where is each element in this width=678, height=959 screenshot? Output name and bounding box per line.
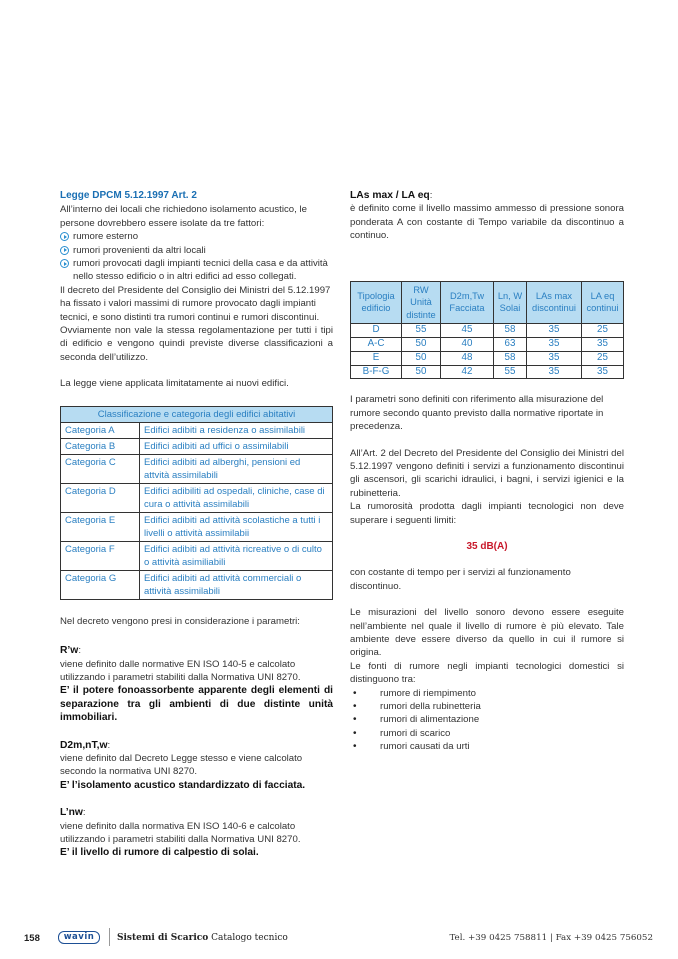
param-bold: E’ il potere fonoassorbente apparente degli elementi di separazione tra gli ambienti di due distinte unità immobiliari. bbox=[60, 685, 333, 724]
contact-info: Tel. +39 0425 758811 | Fax +39 0425 756052 bbox=[449, 933, 653, 943]
page-number: 158 bbox=[24, 933, 40, 944]
list-item: • rumori della rubinetteria bbox=[350, 700, 624, 713]
param-bold: E’ l’isolamento acustico standardizzato di facciata. bbox=[60, 779, 306, 791]
bullet-icon bbox=[350, 713, 380, 726]
bullet-icon bbox=[350, 687, 380, 700]
param-lnw: L’nw: viene definito dalla normativa EN ISO 140-6 e calcolato utilizzando i parametri stabiliti dalla Normativa UNI 8270. E’ il livello di rumore di calpestio di solai. bbox=[60, 806, 333, 860]
wavin-logo-icon: wavin bbox=[58, 931, 100, 944]
table-row: A-C 50 40 63 35 35 bbox=[351, 337, 624, 351]
bullet-icon bbox=[350, 727, 380, 740]
list-item: • rumori causati da urti bbox=[350, 740, 624, 753]
classification-table-header: Classificazione e categoria degli edifici abitativi bbox=[61, 406, 333, 422]
measure-paragraph: Le misurazioni del livello sonoro devono essere eseguite nell’ambiente nel quale il livello di rumore è più elevato. Tale ambiente deve essere diverso da quello in cui il rumore si origina. bbox=[350, 607, 624, 659]
law-title: Legge DPCM 5.12.1997 Art. 2 bbox=[60, 190, 197, 201]
table-row: B-F-G 50 42 55 35 35 bbox=[351, 365, 624, 379]
bullet-icon bbox=[350, 700, 380, 713]
factor-item: rumori provocati dagli impianti tecnici della casa e da attività bbox=[60, 257, 333, 270]
list-item: • rumori di alimentazione bbox=[350, 713, 624, 726]
list-item: • rumori di scarico bbox=[350, 727, 624, 740]
limits-table-header: Tipologia edificio RW Unità distinte D2m,Tw Facciata Ln, W Solai LAs max discontinui LA eq continui bbox=[351, 281, 624, 324]
limits-table bbox=[350, 281, 624, 380]
sources-paragraph: Le fonti di rumore negli impianti tecnologici domestici si distinguono tra: bbox=[350, 660, 624, 686]
params-intro: Nel decreto vengono presi in considerazione i parametri: bbox=[60, 615, 300, 627]
factor-item: rumori provenienti da altri locali bbox=[60, 244, 333, 257]
circle-play-bullet-icon bbox=[60, 232, 69, 241]
sources-list bbox=[350, 687, 624, 754]
param-name: D2m,nT,w bbox=[60, 739, 108, 751]
circle-play-bullet-icon bbox=[60, 259, 69, 268]
param-text: viene definito dalle normative EN ISO 140-5 e calcolato utilizzando i parametri stabiliti dalla Normativa UNI 8270. bbox=[60, 658, 301, 683]
las-title: LAs max / LA eq bbox=[350, 190, 430, 201]
constant-paragraph: con costante di tempo per i servizi al funzionamento discontinuo. bbox=[350, 567, 571, 592]
param-name: L’nw bbox=[60, 807, 83, 819]
right-column: LAs max / LA eq: è definito come il livello massimo ammesso di pressione sonora ponderata A con costante di Tempo variabile da discontinuo a continuo. Tipologia edificio RW Unità distinte D2m,Tw Facciata Ln, W Solai LAs max discontinui LA eq continui D 55 45 58 35 25 A-C 50 40 63 35 35 E 50 48 58 35 25 B-F-G 50 42 55 35 35 I parametri sono definiti con riferimento alla misurazione del rumore secondo quanto previsto dalla normative riportate in precedenza. All’Art. 2 del Decreto del Presidente del Consiglio dei Ministri del 5.12.1997 vengono definiti i servizi a funzionamento discontinui gli ascensori, gli scarichi idraulici, i bagni, i servizi igienici e la rubinetteria. La rumorosità prodotta dagli impianti tecnologici non deve superare i seguenti limiti: 35 dB(A) con costante di tempo per i servizi al funzionamento discontinuo. Le misurazioni del livello sonoro devono essere eseguite nell’ambiente nel quale il livello di rumore è più elevato. Tale ambiente deve essere diverso da quello in cui il rumore si origina. Le fonti di rumore negli impianti tecnologici domestici si distinguono tra: • rumore di riempimento • rumori della rubinetteria • rumori di alimentazione • rumori di scarico • rumori causati da urti bbox=[350, 189, 624, 754]
decree-paragraph: Il decreto del Presidente del Consiglio dei Ministri del 5.12.1997 ha fissato i valori massimi di rumore provocato dagli impianti tecnici, e sono distinti tra rumori continui e rumori discontinui. bbox=[60, 284, 331, 323]
param-d2m: D2m,nT,w: viene definito dal Decreto Legge stesso e viene calcolato secondo la normativa UNI 8270. E’ l’isolamento acustico standardizzato di facciata. bbox=[60, 739, 333, 793]
table-row: D 55 45 58 35 25 bbox=[351, 324, 624, 338]
list-item: • rumore di riempimento bbox=[350, 687, 624, 700]
classification-table bbox=[60, 406, 333, 600]
bullet-icon bbox=[350, 740, 380, 753]
param-bold: E’ il livello di rumore di calpestio di solai. bbox=[60, 847, 259, 859]
param-text: viene definito dalla normativa EN ISO 140-6 e calcolato utilizzando i parametri stabiliti dalla Normativa UNI 8270. bbox=[60, 820, 301, 845]
catalog-title: Sistemi di Scarico Catalogo tecnico bbox=[117, 933, 288, 943]
table-row: Categoria E Edifici adibiti ad attività scolastiche a tutti i livelli o attività assimilabii bbox=[61, 512, 333, 541]
page-footer bbox=[0, 930, 678, 946]
param-name: R’w bbox=[60, 645, 79, 657]
param-text: viene definito dal Decreto Legge stesso e viene calcolato secondo la normativa UNI 8270. bbox=[60, 752, 303, 778]
las-definition: è definito come il livello massimo ammesso di pressione sonora ponderata A con costante di Tempo variabile da discontinuo a continuo. bbox=[350, 203, 624, 242]
table-row: Categoria F Edifici adibiti ad attività ricreative o di culto o attività asimiliabili bbox=[61, 541, 333, 570]
circle-play-bullet-icon bbox=[60, 246, 69, 255]
left-column bbox=[60, 189, 333, 860]
art2-paragraph: All’Art. 2 del Decreto del Presidente del Consiglio dei Ministri del 5.12.1997 vengono definiti i servizi a funzionamento discontinui gli ascensori, gli scarichi idraulici, i bagni, i servizi igienici e la rubinetteria. bbox=[350, 447, 624, 499]
table-row: Categoria G Edifici adibiti ad attività commerciali o attività assimilabili bbox=[61, 570, 333, 599]
limit-value: 35 dB(A) bbox=[466, 540, 508, 552]
params-paragraph: I parametri sono definiti con riferimento alla misurazione del rumore secondo quanto previsto dalla normative riportate in precedenza. bbox=[350, 394, 604, 433]
footer-divider bbox=[109, 928, 110, 946]
table-row: E 50 48 58 35 25 bbox=[351, 351, 624, 365]
table-row: Categoria A Edifici adibiti a residenza o assimilabili bbox=[61, 422, 333, 438]
factor-item: rumore esterno bbox=[60, 230, 333, 243]
param-rw: R’w: viene definito dalle normative EN ISO 140-5 e calcolato utilizzando i parametri stabiliti dalla Normativa UNI 8270. E’ il potere fonoassorbente apparente degli elementi di separazione tra gli ambienti di due distinte unità immobiliari. bbox=[60, 645, 333, 724]
table-row: Categoria C Edifici adibiti ad alberghi, pensioni ed attvità assimilabili bbox=[61, 454, 333, 483]
table-row: Categoria B Edifici adibiti ad uffici o assimilabili bbox=[61, 438, 333, 454]
intro-paragraph: All’interno dei locali che richiedono isolamento acustico, le persone dovrebbero essere isolate da tre fattori: bbox=[60, 204, 307, 229]
noise-paragraph: La rumorosità prodotta dagli impianti tecnologici non deve superare i seguenti limiti: bbox=[350, 501, 624, 526]
law-paragraph: La legge viene applicata limitatamente ai nuovi edifici. bbox=[60, 378, 289, 390]
table-row: Categoria D Edifici adibiliti ad ospedali, cliniche, case di cura o attività assimilabili bbox=[61, 483, 333, 512]
obviously-paragraph: Ovviamente non vale la stessa regolamentazione per tutti i tipi di edificio e vengono quindi previste diverse classificazioni a seconda dell’utilizzo. bbox=[60, 325, 333, 363]
factor-continuation: nello stesso edificio o in altri edifici ad esso collegati. bbox=[73, 271, 297, 283]
